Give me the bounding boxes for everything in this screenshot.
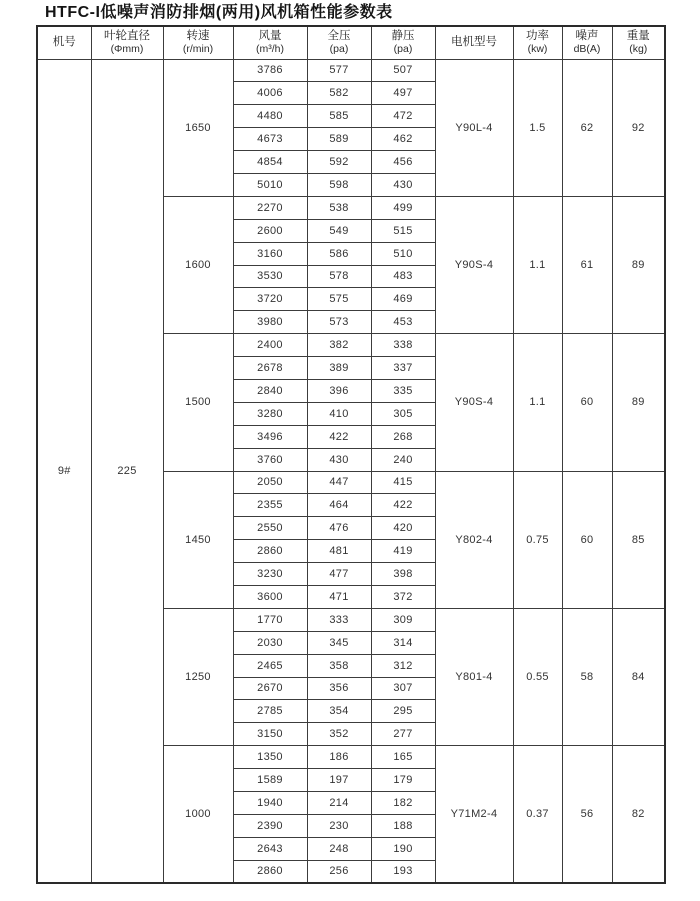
total-pressure-cell: 447 xyxy=(307,471,371,494)
airflow-cell: 2643 xyxy=(233,837,307,860)
motor-model-cell: Y90L-4 xyxy=(435,59,513,196)
speed-cell: 1600 xyxy=(163,196,233,333)
airflow-cell: 2678 xyxy=(233,357,307,380)
power-cell: 0.75 xyxy=(513,471,562,608)
header-label: 重量 xyxy=(626,30,650,43)
total-pressure-cell: 582 xyxy=(307,82,371,105)
header-unit: (pa) xyxy=(393,43,413,56)
static-pressure-cell: 193 xyxy=(371,860,435,883)
header-label: 电机型号 xyxy=(451,36,497,49)
header-row xyxy=(37,26,665,59)
static-pressure-cell: 456 xyxy=(371,151,435,174)
total-pressure-cell: 476 xyxy=(307,517,371,540)
static-pressure-cell: 419 xyxy=(371,540,435,563)
speed-cell: 1650 xyxy=(163,59,233,196)
static-pressure-cell: 453 xyxy=(371,311,435,334)
total-pressure-cell: 430 xyxy=(307,448,371,471)
total-pressure-cell: 477 xyxy=(307,563,371,586)
airflow-cell: 5010 xyxy=(233,173,307,196)
total-pressure-cell: 586 xyxy=(307,242,371,265)
power-cell: 1.5 xyxy=(513,59,562,196)
airflow-cell: 2030 xyxy=(233,631,307,654)
static-pressure-cell: 190 xyxy=(371,837,435,860)
total-pressure-cell: 186 xyxy=(307,746,371,769)
power-cell: 1.1 xyxy=(513,334,562,471)
static-pressure-cell: 335 xyxy=(371,379,435,402)
airflow-cell: 3600 xyxy=(233,585,307,608)
airflow-cell: 3150 xyxy=(233,723,307,746)
static-pressure-cell: 430 xyxy=(371,173,435,196)
total-pressure-cell: 352 xyxy=(307,723,371,746)
airflow-cell: 2670 xyxy=(233,677,307,700)
airflow-cell: 3530 xyxy=(233,265,307,288)
total-pressure-cell: 396 xyxy=(307,379,371,402)
speed-cell: 1000 xyxy=(163,746,233,883)
static-pressure-cell: 307 xyxy=(371,677,435,700)
power-cell: 0.37 xyxy=(513,746,562,883)
header-cell xyxy=(562,26,612,59)
static-pressure-cell: 295 xyxy=(371,700,435,723)
static-pressure-cell: 472 xyxy=(371,105,435,128)
header-label: 转速 xyxy=(186,30,210,43)
total-pressure-cell: 464 xyxy=(307,494,371,517)
total-pressure-cell: 573 xyxy=(307,311,371,334)
airflow-cell: 2860 xyxy=(233,860,307,883)
header-label: 全压 xyxy=(327,30,351,43)
total-pressure-cell: 481 xyxy=(307,540,371,563)
total-pressure-cell: 356 xyxy=(307,677,371,700)
weight-cell: 89 xyxy=(612,334,665,471)
airflow-cell: 2355 xyxy=(233,494,307,517)
header-cell xyxy=(91,26,163,59)
header-cell xyxy=(37,26,91,59)
fan-performance-table xyxy=(36,25,666,884)
airflow-cell: 2390 xyxy=(233,814,307,837)
total-pressure-cell: 333 xyxy=(307,608,371,631)
header-cell xyxy=(371,26,435,59)
total-pressure-cell: 410 xyxy=(307,402,371,425)
header-unit: (kw) xyxy=(527,43,548,56)
total-pressure-cell: 549 xyxy=(307,219,371,242)
airflow-cell: 2270 xyxy=(233,196,307,219)
airflow-cell: 2465 xyxy=(233,654,307,677)
airflow-cell: 1770 xyxy=(233,608,307,631)
static-pressure-cell: 312 xyxy=(371,654,435,677)
static-pressure-cell: 497 xyxy=(371,82,435,105)
total-pressure-cell: 354 xyxy=(307,700,371,723)
airflow-cell: 3280 xyxy=(233,402,307,425)
speed-cell: 1500 xyxy=(163,334,233,471)
airflow-cell: 2785 xyxy=(233,700,307,723)
static-pressure-cell: 305 xyxy=(371,402,435,425)
header-label: 功率 xyxy=(526,30,549,43)
airflow-cell: 3496 xyxy=(233,425,307,448)
power-cell: 1.1 xyxy=(513,196,562,333)
total-pressure-cell: 248 xyxy=(307,837,371,860)
static-pressure-cell: 309 xyxy=(371,608,435,631)
header-cell xyxy=(163,26,233,59)
header-unit: (r/min) xyxy=(182,43,214,56)
airflow-cell: 2400 xyxy=(233,334,307,357)
motor-model-cell: Y90S-4 xyxy=(435,196,513,333)
total-pressure-cell: 389 xyxy=(307,357,371,380)
airflow-cell: 2860 xyxy=(233,540,307,563)
airflow-cell: 3786 xyxy=(233,59,307,82)
airflow-cell: 2840 xyxy=(233,379,307,402)
static-pressure-cell: 469 xyxy=(371,288,435,311)
static-pressure-cell: 182 xyxy=(371,792,435,815)
total-pressure-cell: 230 xyxy=(307,814,371,837)
header-label: 静压 xyxy=(391,30,415,43)
airflow-cell: 1589 xyxy=(233,769,307,792)
header-cell xyxy=(233,26,307,59)
airflow-cell: 4006 xyxy=(233,82,307,105)
airflow-cell: 1940 xyxy=(233,792,307,815)
airflow-cell: 3720 xyxy=(233,288,307,311)
total-pressure-cell: 382 xyxy=(307,334,371,357)
airflow-cell: 3760 xyxy=(233,448,307,471)
weight-cell: 85 xyxy=(612,471,665,608)
static-pressure-cell: 507 xyxy=(371,59,435,82)
total-pressure-cell: 197 xyxy=(307,769,371,792)
speed-cell: 1450 xyxy=(163,471,233,608)
static-pressure-cell: 515 xyxy=(371,219,435,242)
total-pressure-cell: 578 xyxy=(307,265,371,288)
static-pressure-cell: 462 xyxy=(371,128,435,151)
static-pressure-cell: 314 xyxy=(371,631,435,654)
total-pressure-cell: 256 xyxy=(307,860,371,883)
total-pressure-cell: 592 xyxy=(307,151,371,174)
table-header xyxy=(37,26,665,59)
header-label: 叶轮直径 xyxy=(104,30,150,43)
noise-cell: 62 xyxy=(562,59,612,196)
table-body xyxy=(37,59,665,883)
total-pressure-cell: 538 xyxy=(307,196,371,219)
static-pressure-cell: 268 xyxy=(371,425,435,448)
static-pressure-cell: 240 xyxy=(371,448,435,471)
airflow-cell: 3160 xyxy=(233,242,307,265)
static-pressure-cell: 415 xyxy=(371,471,435,494)
total-pressure-cell: 358 xyxy=(307,654,371,677)
static-pressure-cell: 420 xyxy=(371,517,435,540)
airflow-cell: 2600 xyxy=(233,219,307,242)
weight-cell: 84 xyxy=(612,608,665,745)
noise-cell: 56 xyxy=(562,746,612,883)
page-title: HTFC-I低噪声消防排烟(两用)风机箱性能参数表 xyxy=(45,4,393,21)
header-unit: (m³/h) xyxy=(256,43,284,56)
power-cell: 0.55 xyxy=(513,608,562,745)
motor-model-cell: Y71M2-4 xyxy=(435,746,513,883)
header-unit: (pa) xyxy=(329,43,349,56)
header-label: 噪声 xyxy=(575,30,599,43)
airflow-cell: 3980 xyxy=(233,311,307,334)
total-pressure-cell: 422 xyxy=(307,425,371,448)
total-pressure-cell: 589 xyxy=(307,128,371,151)
motor-model-cell: Y802-4 xyxy=(435,471,513,608)
static-pressure-cell: 277 xyxy=(371,723,435,746)
airflow-cell: 4673 xyxy=(233,128,307,151)
airflow-cell: 2050 xyxy=(233,471,307,494)
header-cell xyxy=(513,26,562,59)
machine-no-cell: 9# xyxy=(37,59,91,883)
total-pressure-cell: 345 xyxy=(307,631,371,654)
static-pressure-cell: 338 xyxy=(371,334,435,357)
static-pressure-cell: 188 xyxy=(371,814,435,837)
total-pressure-cell: 471 xyxy=(307,585,371,608)
static-pressure-cell: 372 xyxy=(371,585,435,608)
weight-cell: 89 xyxy=(612,196,665,333)
static-pressure-cell: 510 xyxy=(371,242,435,265)
airflow-cell: 1350 xyxy=(233,746,307,769)
total-pressure-cell: 577 xyxy=(307,59,371,82)
total-pressure-cell: 575 xyxy=(307,288,371,311)
airflow-cell: 3230 xyxy=(233,563,307,586)
static-pressure-cell: 179 xyxy=(371,769,435,792)
noise-cell: 60 xyxy=(562,334,612,471)
header-unit: (Φmm) xyxy=(110,43,144,56)
static-pressure-cell: 422 xyxy=(371,494,435,517)
airflow-cell: 2550 xyxy=(233,517,307,540)
table-row xyxy=(37,59,665,82)
header-cell xyxy=(435,26,513,59)
noise-cell: 58 xyxy=(562,608,612,745)
weight-cell: 92 xyxy=(612,59,665,196)
total-pressure-cell: 585 xyxy=(307,105,371,128)
static-pressure-cell: 165 xyxy=(371,746,435,769)
static-pressure-cell: 483 xyxy=(371,265,435,288)
total-pressure-cell: 598 xyxy=(307,173,371,196)
airflow-cell: 4480 xyxy=(233,105,307,128)
airflow-cell: 4854 xyxy=(233,151,307,174)
header-unit: dB(A) xyxy=(573,43,601,56)
motor-model-cell: Y801-4 xyxy=(435,608,513,745)
header-label: 机号 xyxy=(52,36,76,49)
header-cell xyxy=(307,26,371,59)
static-pressure-cell: 499 xyxy=(371,196,435,219)
impeller-diameter-cell: 225 xyxy=(91,59,163,883)
speed-cell: 1250 xyxy=(163,608,233,745)
static-pressure-cell: 337 xyxy=(371,357,435,380)
header-unit: (kg) xyxy=(629,43,648,56)
motor-model-cell: Y90S-4 xyxy=(435,334,513,471)
weight-cell: 82 xyxy=(612,746,665,883)
total-pressure-cell: 214 xyxy=(307,792,371,815)
noise-cell: 61 xyxy=(562,196,612,333)
noise-cell: 60 xyxy=(562,471,612,608)
header-label: 风量 xyxy=(258,30,282,43)
header-cell xyxy=(612,26,665,59)
static-pressure-cell: 398 xyxy=(371,563,435,586)
